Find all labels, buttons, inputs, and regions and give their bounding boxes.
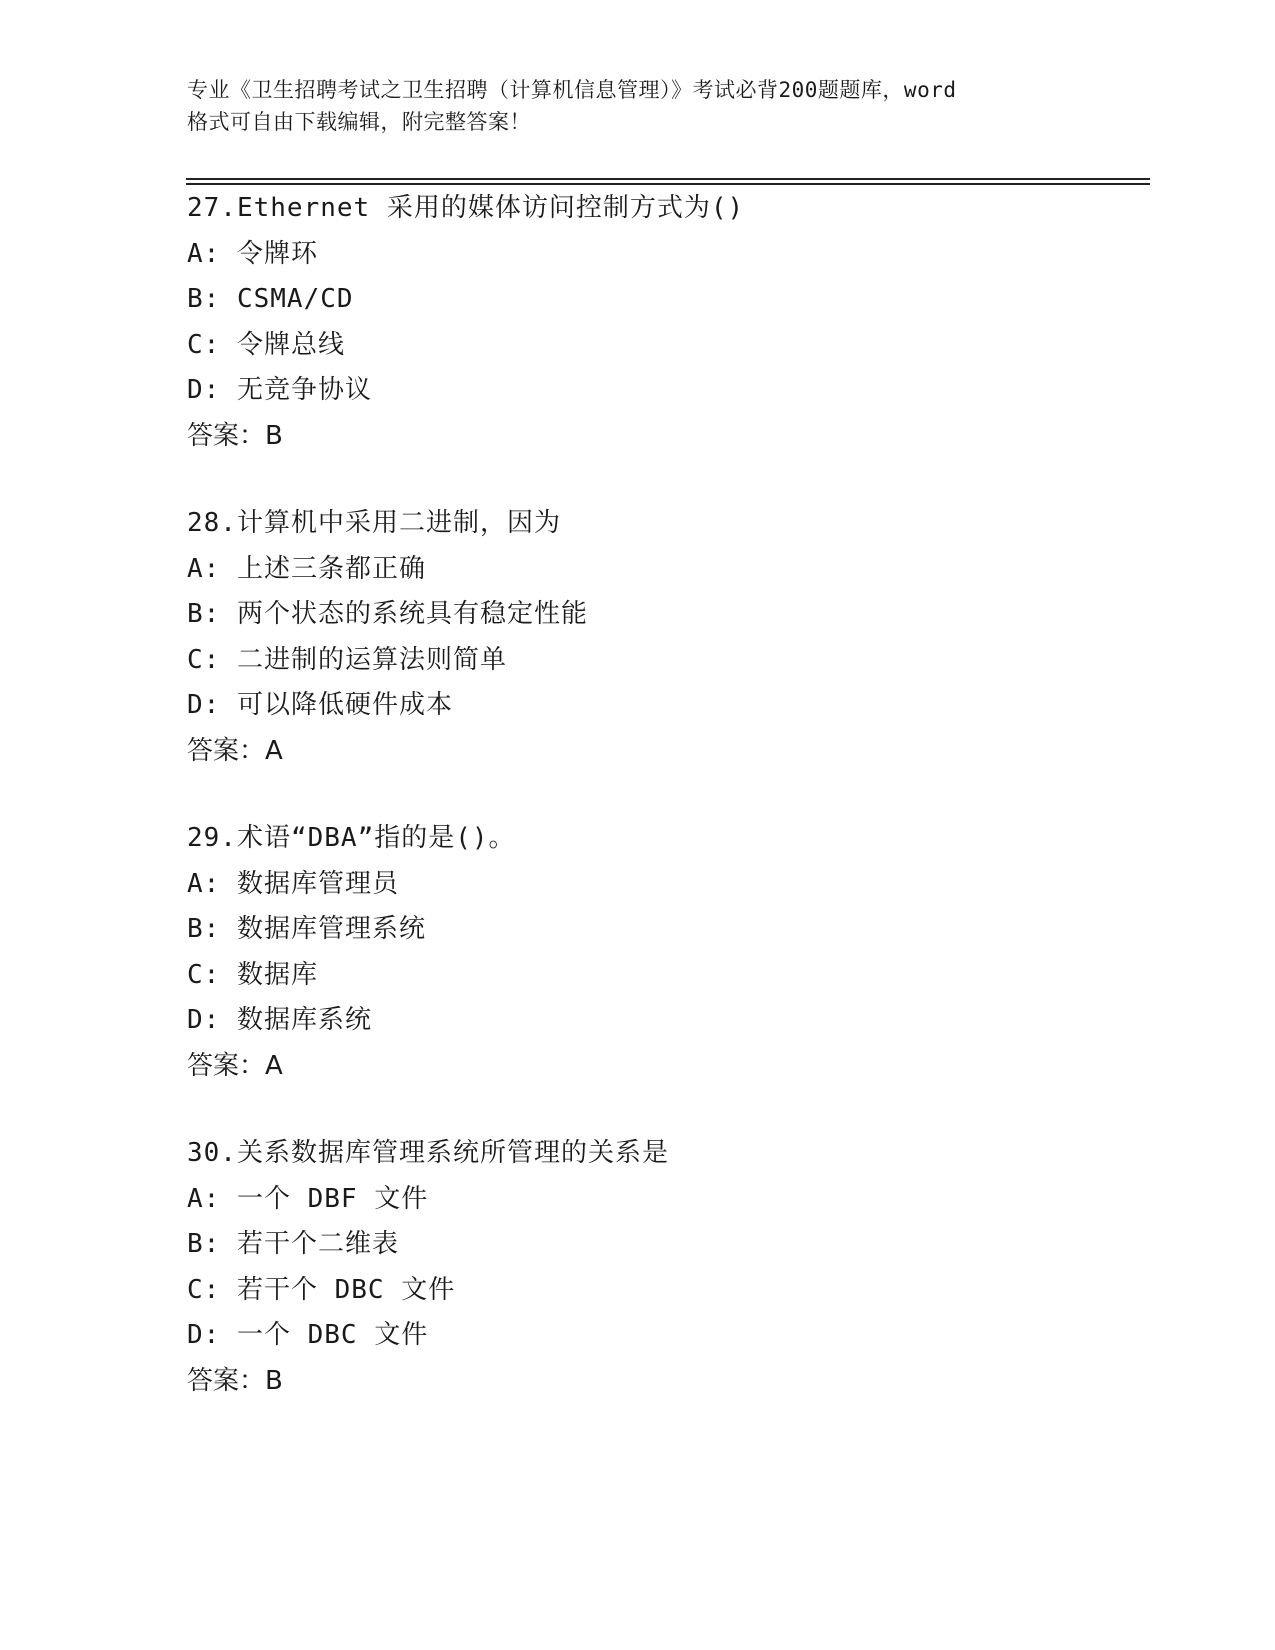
option-a: A: 数据库管理员 (187, 868, 399, 899)
document-header (187, 74, 1087, 138)
answer-label: 答案：A (187, 735, 283, 766)
question-28 (187, 501, 1147, 774)
option-c: C: 令牌总线 (187, 329, 345, 360)
option-d: D: 数据库系统 (187, 1005, 372, 1035)
question-29 (187, 816, 1147, 1089)
question-30 (187, 1131, 1147, 1404)
question-stem: 27.Ethernet 采用的媒体访问控制方式为() (187, 193, 745, 223)
option-d: D: 可以降低硬件成本 (187, 690, 453, 720)
question-stem: 28.计算机中采用二进制，因为 (187, 508, 561, 538)
option-b: B: 数据库管理系统 (187, 914, 426, 944)
question-27 (187, 186, 1147, 459)
option-a: A: 令牌环 (187, 238, 318, 269)
question-list (187, 186, 1147, 1446)
question-stem: 29.术语“DBA”指的是()。 (187, 823, 516, 853)
header-divider-bottom (186, 183, 1150, 185)
answer-label: 答案：B (187, 420, 283, 451)
header-line-2: 格式可自由下载编辑，附完整答案！ (187, 110, 531, 134)
header-line-1: 专业《卫生招聘考试之卫生招聘（计算机信息管理）》考试必背200题题库，word (187, 78, 957, 102)
option-b: B: CSMA/CD (187, 284, 354, 314)
option-a: A: 上述三条都正确 (187, 553, 426, 584)
option-c: C: 若干个 DBC 文件 (187, 1274, 456, 1305)
answer-label: 答案：B (187, 1365, 283, 1396)
option-a: A: 一个 DBF 文件 (187, 1183, 429, 1214)
header-divider-top (186, 178, 1150, 180)
option-d: D: 无竞争协议 (187, 375, 372, 405)
option-c: C: 数据库 (187, 959, 318, 990)
option-c: C: 二进制的运算法则简单 (187, 644, 507, 675)
option-b: B: 若干个二维表 (187, 1229, 399, 1259)
question-stem: 30.关系数据库管理系统所管理的关系是 (187, 1138, 669, 1168)
answer-label: 答案：A (187, 1050, 283, 1081)
option-d: D: 一个 DBC 文件 (187, 1320, 429, 1350)
option-b: B: 两个状态的系统具有稳定性能 (187, 599, 588, 629)
